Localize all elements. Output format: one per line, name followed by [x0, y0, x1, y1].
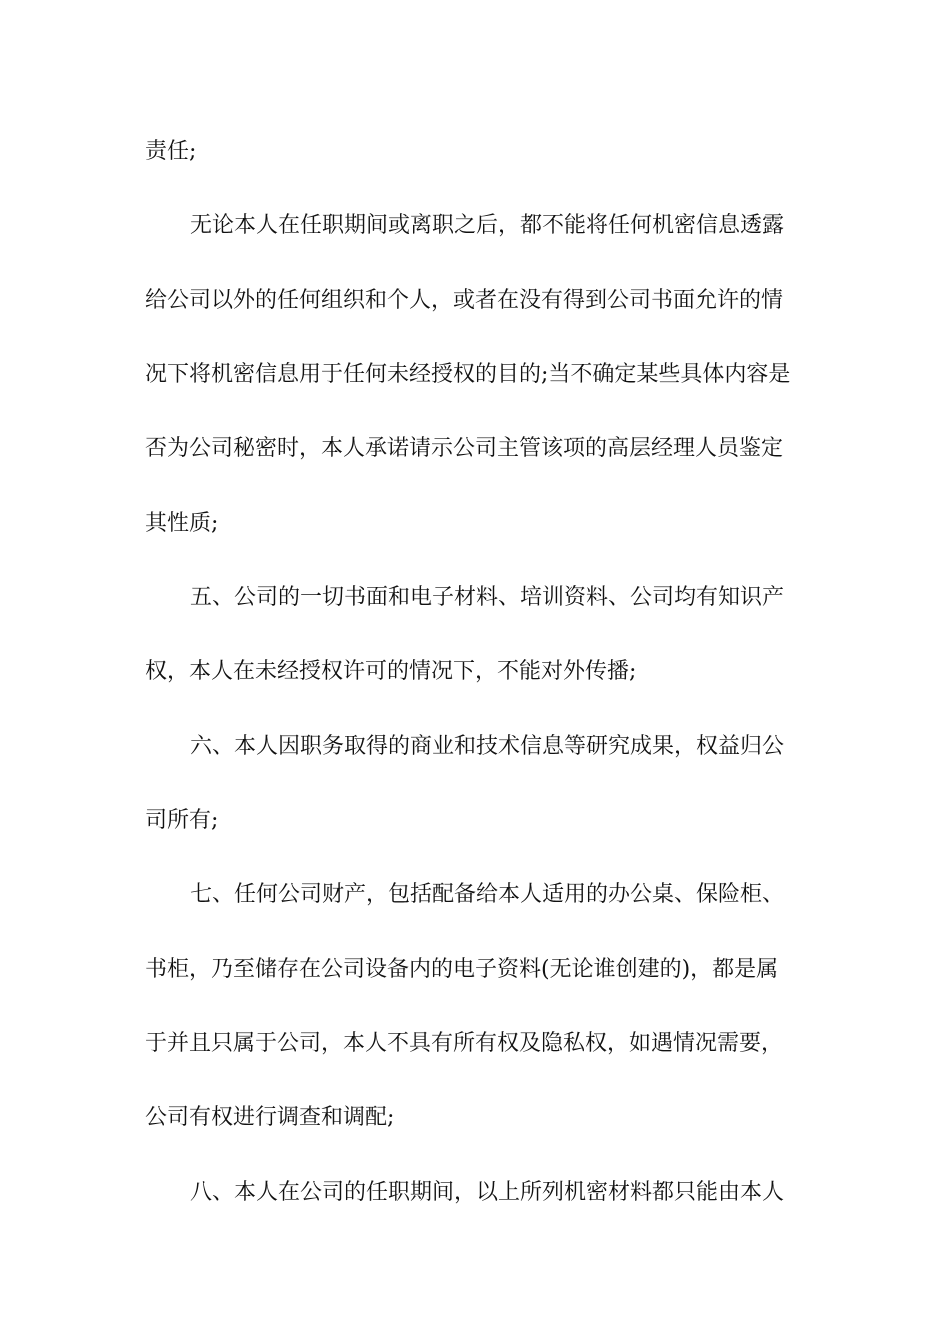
text-line-14: 公司有权进行调查和调配;	[145, 1105, 395, 1130]
text-line-6: 其性质;	[145, 511, 219, 536]
text-line-7: 五、公司的一切书面和电子材料、培训资料、公司均有知识产	[190, 585, 785, 610]
text-line-9: 六、本人因职务取得的商业和技术信息等研究成果，权益归公	[190, 734, 785, 759]
text-line-3: 给公司以外的任何组织和个人，或者在没有得到公司书面允许的情	[145, 288, 784, 313]
text-line-4: 况下将机密信息用于任何未经授权的目的;当不确定某些具体内容是	[145, 362, 791, 387]
text-line-13: 于并且只属于公司，本人不具有所有权及隐私权，如遇情况需要，	[145, 1031, 784, 1056]
text-line-10: 司所有;	[145, 808, 219, 833]
text-line-11: 七、任何公司财产，包括配备给本人适用的办公桌、保险柜、	[190, 882, 785, 907]
text-line-12: 书柜，乃至储存在公司设备内的电子资料(无论谁创建的)，都是属	[145, 957, 779, 982]
text-line-5: 否为公司秘密时，本人承诺请示公司主管该项的高层经理人员鉴定	[145, 436, 784, 461]
text-line-8: 权，本人在未经授权许可的情况下，不能对外传播;	[145, 659, 637, 684]
text-line-1: 责任;	[145, 139, 197, 164]
text-line-15: 八、本人在公司的任职期间，以上所列机密材料都只能由本人	[190, 1180, 785, 1205]
text-line-2: 无论本人在任职期间或离职之后，都不能将任何机密信息透露	[190, 213, 785, 238]
